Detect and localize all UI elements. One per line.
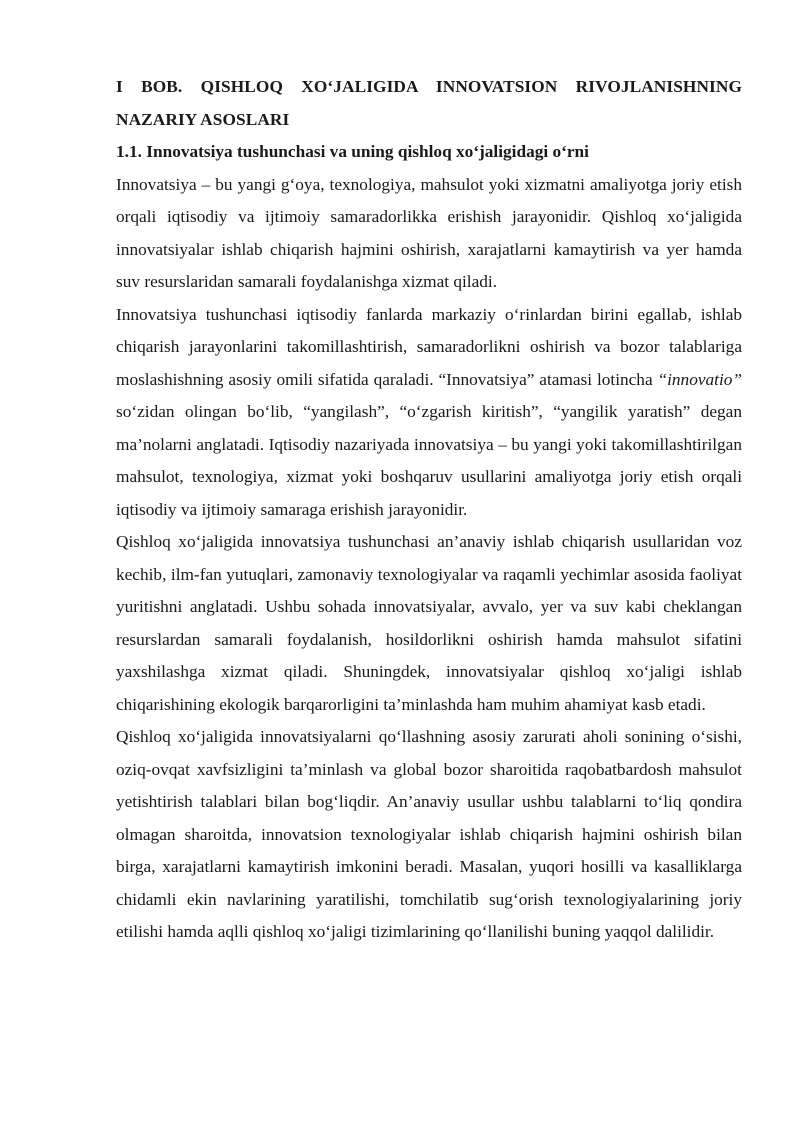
paragraph-2 bbox=[116, 299, 742, 527]
paragraph-4: Qishloq xo‘jaligida innovatsiyalarni qo‘llashning asosiy zarurati aholi sonining o‘sishi, oziq-ovqat xavfsizligini ta’minlash va global bozor sharoitida raqobatbardosh mahsulot yetishtirish talablari bilan bog‘liqdir. An’anaviy usullar ushbu talablarni to‘liq qondira olmagan sharoitda, innovatsion texnologiyalar ishlab chiqarish hajmini oshirish bilan birga, xarajatlarni kamaytirish imkonini beradi. Masalan, yuqori hosilli va kasalliklarga chidamli ekin navlarining yaratilishi, tomchilatib sug‘orish texnologiyalarining joriy etilishi hamda aqlli qishloq xo‘jaligi tizimlarining qo‘llanilishi buning yaqqol dalilidir. bbox=[116, 727, 742, 941]
paragraph-1: Innovatsiya – bu yangi g‘oya, texnologiya, mahsulot yoki xizmatni amaliyotga joriy etish orqali iqtisodiy va ijtimoiy samaradorlikka erishish jarayonidir. Qishloq xo‘jaligida innovatsiyalar ishlab chiqarish hajmini oshirish, xarajatlarni kamaytirish va yer hamda suv resurslaridan samarali foydalanishga xizmat qiladi. bbox=[116, 174, 742, 291]
chapter-title: I BOB. QISHLOQ XO‘JALIGIDA INNOVATSION RIVOJLANISHNING NAZARIY ASOSLARI bbox=[116, 77, 742, 129]
paragraph-2-text-start: Innovatsiya tushunchasi iqtisodiy fanlarda markaziy o‘rinlardan birini egallab, ishlab chiqarish jarayonlarini takomillashtirish, samaradorlikni oshirish va bozor talablariga moslashishning asosiy omili sifatida qaraladi. “Innovatsiya” atamasi lotincha bbox=[116, 304, 742, 389]
paragraph-2-text-end: so‘zidan olingan bo‘lib, “yangilash”, “o‘zgarish kiritish”, “yangilik yaratish” degan ma’nolarni anglatadi. Iqtisodiy nazariyada innovatsiya – bu yangi yoki takomillashtirilgan mahsulot, texnologiya, xizmat yoki boshqaruv usullarini amaliyotga joriy etish orqali iqtisodiy va ijtimoiy samaraga erishish jarayonidir. bbox=[116, 402, 742, 519]
paragraph-2-italic-term: “innovatio” bbox=[657, 369, 742, 389]
document-page bbox=[116, 71, 742, 949]
paragraph-3: Qishloq xo‘jaligida innovatsiya tushunchasi an’anaviy ishlab chiqarish usullaridan voz kechib, ilm-fan yutuqlari, zamonaviy texnologiyalar va raqamli yechimlar asosida faoliyat yuritishni anglatadi. Ushbu sohada innovatsiyalar, avvalo, yer va suv kabi cheklangan resurslardan samarali foydalanish, hosildorlikni oshirish hamda mahsulot sifatini yaxshilashga xizmat qiladi. Shuningdek, innovatsiyalar qishloq xo‘jaligi ishlab chiqarishining ekologik barqarorligini ta’minlashda ham muhim ahamiyat kasb etadi. bbox=[116, 532, 742, 714]
section-title: 1.1. Innovatsiya tushunchasi va uning qishloq xo‘jaligidagi o‘rni bbox=[116, 142, 589, 161]
